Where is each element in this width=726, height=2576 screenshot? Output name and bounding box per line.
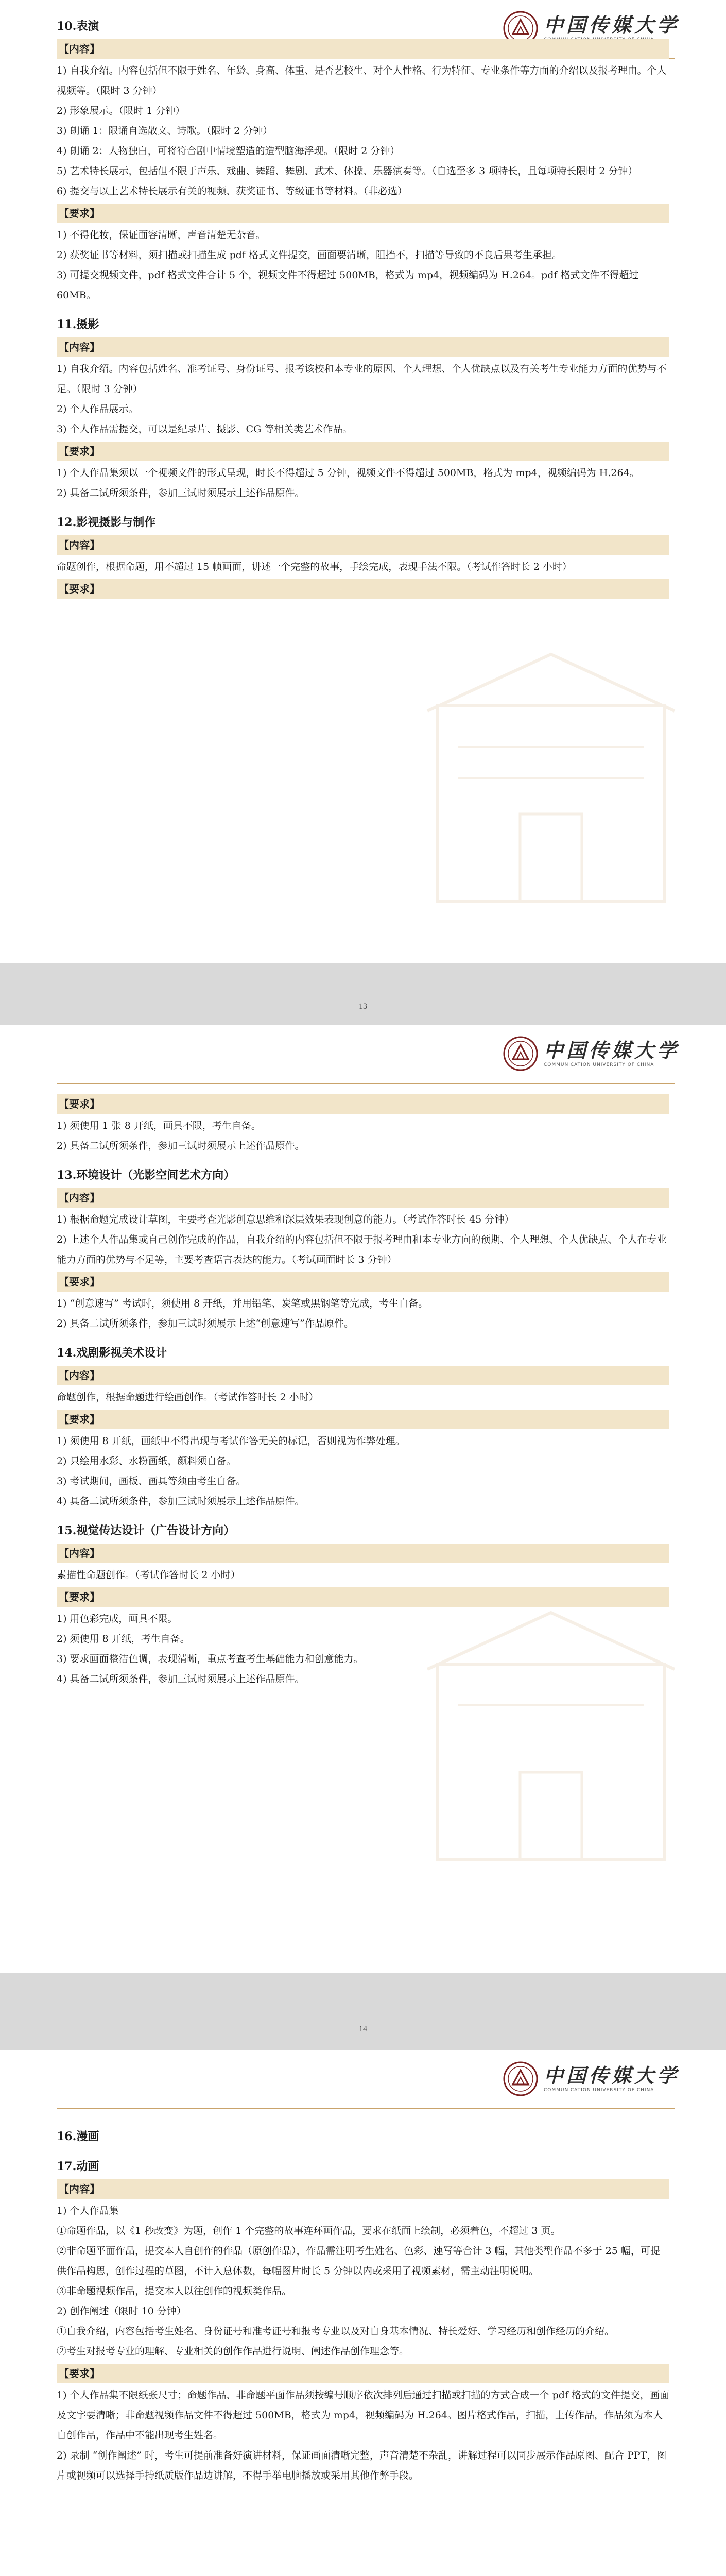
- subsection-label: 【要求】: [57, 1094, 669, 1114]
- page-number: 13: [359, 1002, 367, 1011]
- subsection-label: 【内容】: [57, 1544, 669, 1563]
- subsection-label: 【内容】: [57, 39, 669, 59]
- subsection-label: 【内容】: [57, 337, 669, 357]
- paragraph: 1) 用色彩完成，画具不限。: [57, 1613, 178, 1624]
- document-page-3: [0, 2050, 726, 2576]
- paragraph: ②非命题平面作品，提交本人自创作的作品（原创作品），作品需注明考生姓名、色彩、速写等合计 3 幅，其他类型作品不多于 25 幅，可提供作品构思，创作过程的草图，不计入总体数，每幅图片时长 5 分钟以内或采用了视频素材，需主动注明说明。: [57, 2245, 660, 2277]
- paragraph: 2) 具备二试所须条件，参加三试时须展示上述作品原件。: [57, 487, 305, 499]
- university-emblem-icon: [503, 1036, 539, 1072]
- university-name-cn: 中国传媒大学: [543, 2064, 680, 2087]
- page-content: [57, 1092, 669, 1689]
- paragraph: 3) 朗诵 1：限诵自选散文、诗歌。（限时 2 分钟）: [57, 125, 273, 137]
- paragraph: 1) “创意速写” 考试时，须使用 8 开纸，并用铅笔、炭笔或黑钢笔等完成，考生自备。: [57, 1298, 428, 1309]
- section-heading: 14.戏剧影视美术设计: [57, 1346, 167, 1360]
- paragraph: 1) 个人作品集: [57, 2205, 119, 2216]
- paragraph: ②考生对报考专业的理解、专业相关的创作作品进行说明、阐述作品创作理念等。: [57, 2346, 409, 2357]
- paragraph: 2) 个人作品展示。: [57, 403, 139, 415]
- page-header: [0, 2050, 726, 2107]
- paragraph: ①命题作品，以《1 秒改变》为题，创作 1 个完整的故事连环画作品，要求在纸面上绘制，必须着色，不超过 3 页。: [57, 2225, 561, 2236]
- paragraph: 1) 自我介绍。内容包括但不限于姓名、年龄、身高、体重、是否艺校生、对个人性格、行为特征、专业条件等方面的介绍以及报考理由。个人视频等。（限时 3 分钟）: [57, 65, 667, 96]
- paragraph: 2) 形象展示。（限时 1 分钟）: [57, 105, 185, 116]
- paragraph: 1) 须使用 8 开纸，画纸中不得出现与考试作答无关的标记，否则视为作弊处理。: [57, 1435, 405, 1447]
- page-gap: [0, 963, 726, 1025]
- paragraph: 1) 自我介绍。内容包括姓名、准考证号、身份证号、报考该校和本专业的原因、个人理想、个人优缺点以及有关考生专业能力方面的优势与不足。（限时 3 分钟）: [57, 363, 667, 395]
- subsection-label: 【要求】: [57, 1410, 669, 1429]
- section-heading: 13.环境设计（光影空间艺术方向）: [57, 1168, 235, 1182]
- paragraph: 6) 提交与以上艺术特长展示有关的视频、获奖证书、等级证书等材料。（非必选）: [57, 185, 408, 197]
- paragraph: 1) 个人作品集不限纸张尺寸；命题作品、非命题平面作品须按编号顺序依次排列后通过扫描或扫描的方式合成一个 pdf 格式的文件提交，画面及文字要清晰；非命题视频作品文件不得超过 500MB，格式为 mp4，视频编码为 H.264。图片格式作品，扫描，上传作品，作品须为本人自创作品，作品中不能出现考生姓名。: [57, 2389, 669, 2441]
- section-heading: 11.摄影: [57, 318, 99, 331]
- paragraph: 2) 获奖证书等材料，须扫描或扫描生成 pdf 格式文件提交，画面要清晰，阻挡不，扫描等导致的不良后果考生承担。: [57, 249, 562, 261]
- section-heading: 16.漫画: [57, 2130, 99, 2143]
- university-name-cn: 中国传媒大学: [543, 1039, 680, 1062]
- header-rule: [57, 1083, 675, 1084]
- subsection-label: 【内容】: [57, 1366, 669, 1385]
- document-page-2: [0, 1025, 726, 1973]
- page-number: 14: [359, 2025, 367, 2033]
- paragraph: 2) 具备二试所须条件，参加三试时须展示上述作品原件。: [57, 1140, 305, 1151]
- paragraph: 3) 考试期间，画板、画具等须由考生自备。: [57, 1476, 246, 1487]
- campus-building-watermark-icon: [407, 644, 695, 912]
- header-rule: [57, 2108, 675, 2109]
- university-logo: [503, 2061, 680, 2097]
- paragraph: 4) 具备二试所须条件，参加三试时须展示上述作品原件。: [57, 1496, 305, 1507]
- page-header: [0, 1025, 726, 1082]
- university-name-en: COMMUNICATION UNIVERSITY OF CHINA: [543, 2088, 654, 2093]
- university-emblem-icon: [503, 2061, 539, 2097]
- page-gap: [0, 1973, 726, 2050]
- section-heading: 10.表演: [57, 20, 99, 33]
- paragraph: 2) 录制 “创作阐述” 时，考生可提前准备好演讲材料，保证画面清晰完整，声音清楚不杂乱，讲解过程可以同步展示作品原图、配合 PPT，图片或视频可以选择手持纸质版作品边讲解，不得手举电脑播放或采用其他作弊手段。: [57, 2450, 667, 2481]
- paragraph: 3) 可提交视频文件，pdf 格式文件合计 5 个，视频文件不得超过 500MB，格式为 mp4，视频编码为 H.264。pdf 格式文件不得超过 60MB。: [57, 269, 639, 301]
- subsection-label: 【内容】: [57, 1188, 669, 1208]
- page-content: [57, 7, 669, 601]
- subsection-label: 【要求】: [57, 442, 669, 461]
- document-page-1: [0, 0, 726, 963]
- university-name-en: COMMUNICATION UNIVERSITY OF CHINA: [543, 1062, 654, 1067]
- subsection-label: 【要求】: [57, 204, 669, 223]
- paragraph: 4) 朗诵 2：人物独白，可将符合剧中情境塑造的造型脑海浮现。（限时 2 分钟）: [57, 145, 400, 157]
- paragraph: 1) 个人作品集须以一个视频文件的形式呈现，时长不得超过 5 分钟，视频文件不得超过 500MB，格式为 mp4，视频编码为 H.264。: [57, 467, 639, 479]
- paragraph: 素描性命题创作。（考试作答时长 2 小时）: [57, 1569, 240, 1581]
- subsection-label: 【内容】: [57, 535, 669, 555]
- paragraph: 5) 艺术特长展示，包括但不限于声乐、戏曲、舞蹈、舞剧、武术、体操、乐器演奏等。（自选至多 3 项特长，且每项特长限时 2 分钟）: [57, 165, 638, 177]
- subsection-label: 【内容】: [57, 2179, 669, 2199]
- university-logo: [503, 1036, 680, 1072]
- subsection-label: 【要求】: [57, 1272, 669, 1292]
- paragraph: 2) 只绘用水彩、水粉画纸，颜料须自备。: [57, 1455, 236, 1467]
- page-content: [57, 2117, 669, 2486]
- paragraph: 1) 不得化妆，保证面容清晰，声音清楚无杂音。: [57, 229, 266, 241]
- paragraph: 2) 具备二试所须条件，参加三试时须展示上述“创意速写”作品原件。: [57, 1318, 354, 1329]
- paragraph: ③非命题视频作品，提交本人以往创作的视频类作品。: [57, 2285, 292, 2297]
- paragraph: 2) 上述个人作品集或自己创作完成的作品，自我介绍的内容包括但不限于报考理由和本专业方向的预期、个人理想、个人优缺点、个人在专业能力方面的优势与不足等，主要考查语言表达的能力。（考试画面时长 3 分钟）: [57, 1234, 667, 1265]
- subsection-label: 【要求】: [57, 579, 669, 599]
- section-heading: 17.动画: [57, 2160, 99, 2173]
- subsection-label: 【要求】: [57, 2364, 669, 2383]
- paragraph: 3) 个人作品需提交，可以是纪录片、摄影、CG 等相关类艺术作品。: [57, 423, 353, 435]
- paragraph: 命题创作，根据命题进行绘画创作。（考试作答时长 2 小时）: [57, 1392, 319, 1403]
- subsection-label: 【要求】: [57, 1587, 669, 1607]
- paragraph: ①自我介绍，内容包括考生姓名、身份证号和准考证号和报考专业以及对自身基本情况、特长爱好、学习经历和创作经历的介绍。: [57, 2326, 615, 2337]
- section-heading: 15.视觉传达设计（广告设计方向）: [57, 1524, 235, 1537]
- paragraph: 1) 根据命题完成设计草图，主要考查光影创意思维和深层效果表现创意的能力。（考试作答时长 45 分钟）: [57, 1214, 514, 1225]
- paragraph: 3) 要求画面整洁色调，表现清晰，重点考查考生基础能力和创意能力。: [57, 1653, 364, 1665]
- section-heading: 12.影视摄影与制作: [57, 516, 156, 529]
- paragraph: 2) 创作阐述（限时 10 分钟）: [57, 2306, 186, 2317]
- paragraph: 4) 具备二试所须条件，参加三试时须展示上述作品原件。: [57, 1673, 305, 1685]
- paragraph: 命题创作，根据命题，用不超过 15 帧画面，讲述一个完整的故事，手绘完成，表现手法不限。（考试作答时长 2 小时）: [57, 561, 572, 572]
- university-name-cn: 中国传媒大学: [543, 13, 680, 37]
- paragraph: 2) 须使用 8 开纸，考生自备。: [57, 1633, 190, 1645]
- paragraph: 1) 须使用 1 张 8 开纸，画具不限，考生自备。: [57, 1120, 261, 1131]
